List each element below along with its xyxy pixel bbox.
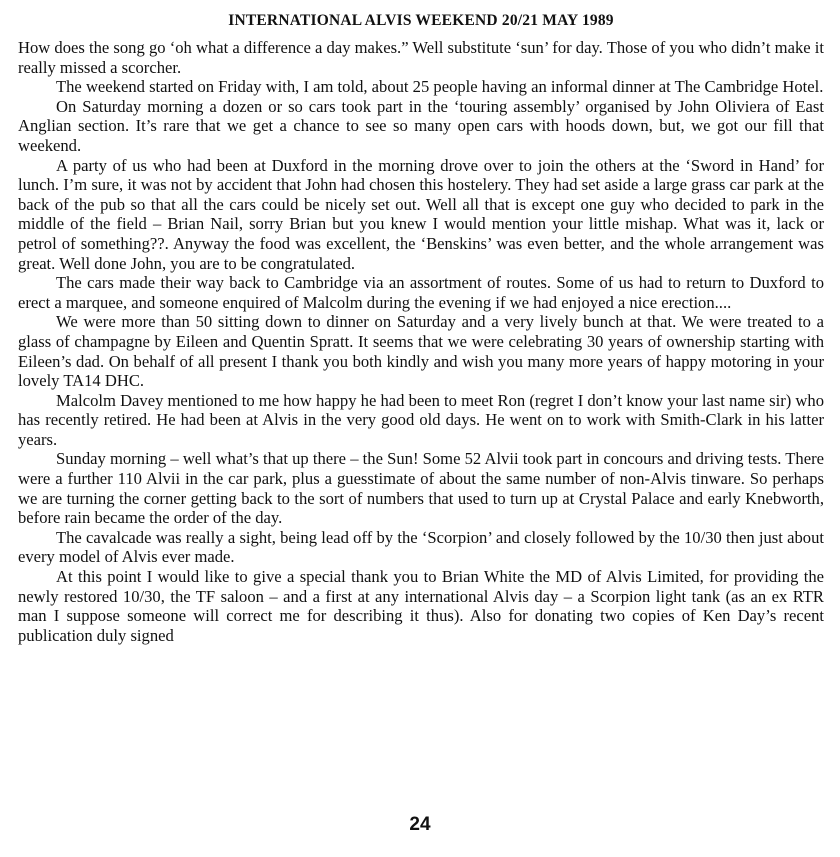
document-page <box>18 10 824 645</box>
paragraph-cavalcade: The cavalcade was really a sight, being lead off by the ‘Scorpion’ and closely followed by the 10/30 then just about every model of Alvis ever made. <box>18 527 824 567</box>
paragraph-malcolm-davey: Malcolm Davey mentioned to me how happy he had been to meet Ron (regret I don’t know your last name sir) who has recently retired. He had been at Alvis in the very good old days. He went on to work with Smith-Clark in his latter years. <box>18 390 824 449</box>
paragraph-sunday-morning: Sunday morning – well what’s that up there – the Sun! Some 52 Alvii took part in concours and driving tests. There were a further 110 Alvii in the car park, plus a guesstimate of about the same number of non-Alvis tinware. So perhaps we are turning the corner getting back to the sort of numbers that used to turn up at Crystal Palace and early Knebworth, before rain became the order of the day. <box>18 449 824 528</box>
page-number: 24 <box>409 814 431 835</box>
paragraph-return-cambridge: The cars made their way back to Cambridge via an assortment of routes. Some of us had to return to Duxford to erect a marquee, and someone enquired of Malcolm during the evening if we had enjoyed a nice erection.... <box>18 273 824 312</box>
paragraph-touring-assembly: On Saturday morning a dozen or so cars took part in the ‘touring assembly’ organised by John Oliviera of East Anglian section. It’s rare that we get a chance to see so many open cars with hoods down, but, we got our fill that weekend. <box>18 96 824 155</box>
paragraph-sword-in-hand: A party of us who had been at Duxford in the morning drove over to join the others at the ‘Sword in Hand’ for lunch. I’m sure, it was not by accident that John had chosen this hostelery. They had set aside a large grass car park at the back of the pub so that all the cars could be nicely set out. Well all that is except one guy who decided to park in the middle of the field – Brian Nail, sorry Brian but you knew I would mention your little mishap. What was it, lack or petrol of something??. Anyway the food was excellent, the ‘Benskins’ was even better, and the whole arrangement was great. Well done John, you are to be congratulated. <box>18 155 824 273</box>
article-title: INTERNATIONAL ALVIS WEEKEND 20/21 MAY 1989 <box>228 12 614 29</box>
paragraph-friday-dinner: The weekend started on Friday with, I am told, about 25 people having an informal dinner at The Cambridge Hotel. <box>56 77 824 97</box>
paragraph-saturday-dinner: We were more than 50 sitting down to dinner on Saturday and a very lively bunch at that. We were treated to a glass of champagne by Eileen and Quentin Spratt. It seems that we were celebrating 30 years of ownership starting with Eileen’s dad. On behalf of all present I thank you both kindly and wish you many more years of happy motoring in your lovely TA14 DHC. <box>18 312 824 391</box>
paragraph-intro: How does the song go ‘oh what a difference a day makes.” Well substitute ‘sun’ for day. Those of you who didn’t make it really missed a scorcher. <box>18 38 824 77</box>
paragraph-thanks-brian-white: At this point I would like to give a special thank you to Brian White the MD of Alvis Limited, for providing the newly restored 10/30, the TF saloon – and a first at any international Alvis day – a Scorpion light tank (as an ex RTR man I suppose someone will correct me for describing it thus). Also for donating two copies of Ken Day’s recent publication duly signed <box>18 567 824 645</box>
